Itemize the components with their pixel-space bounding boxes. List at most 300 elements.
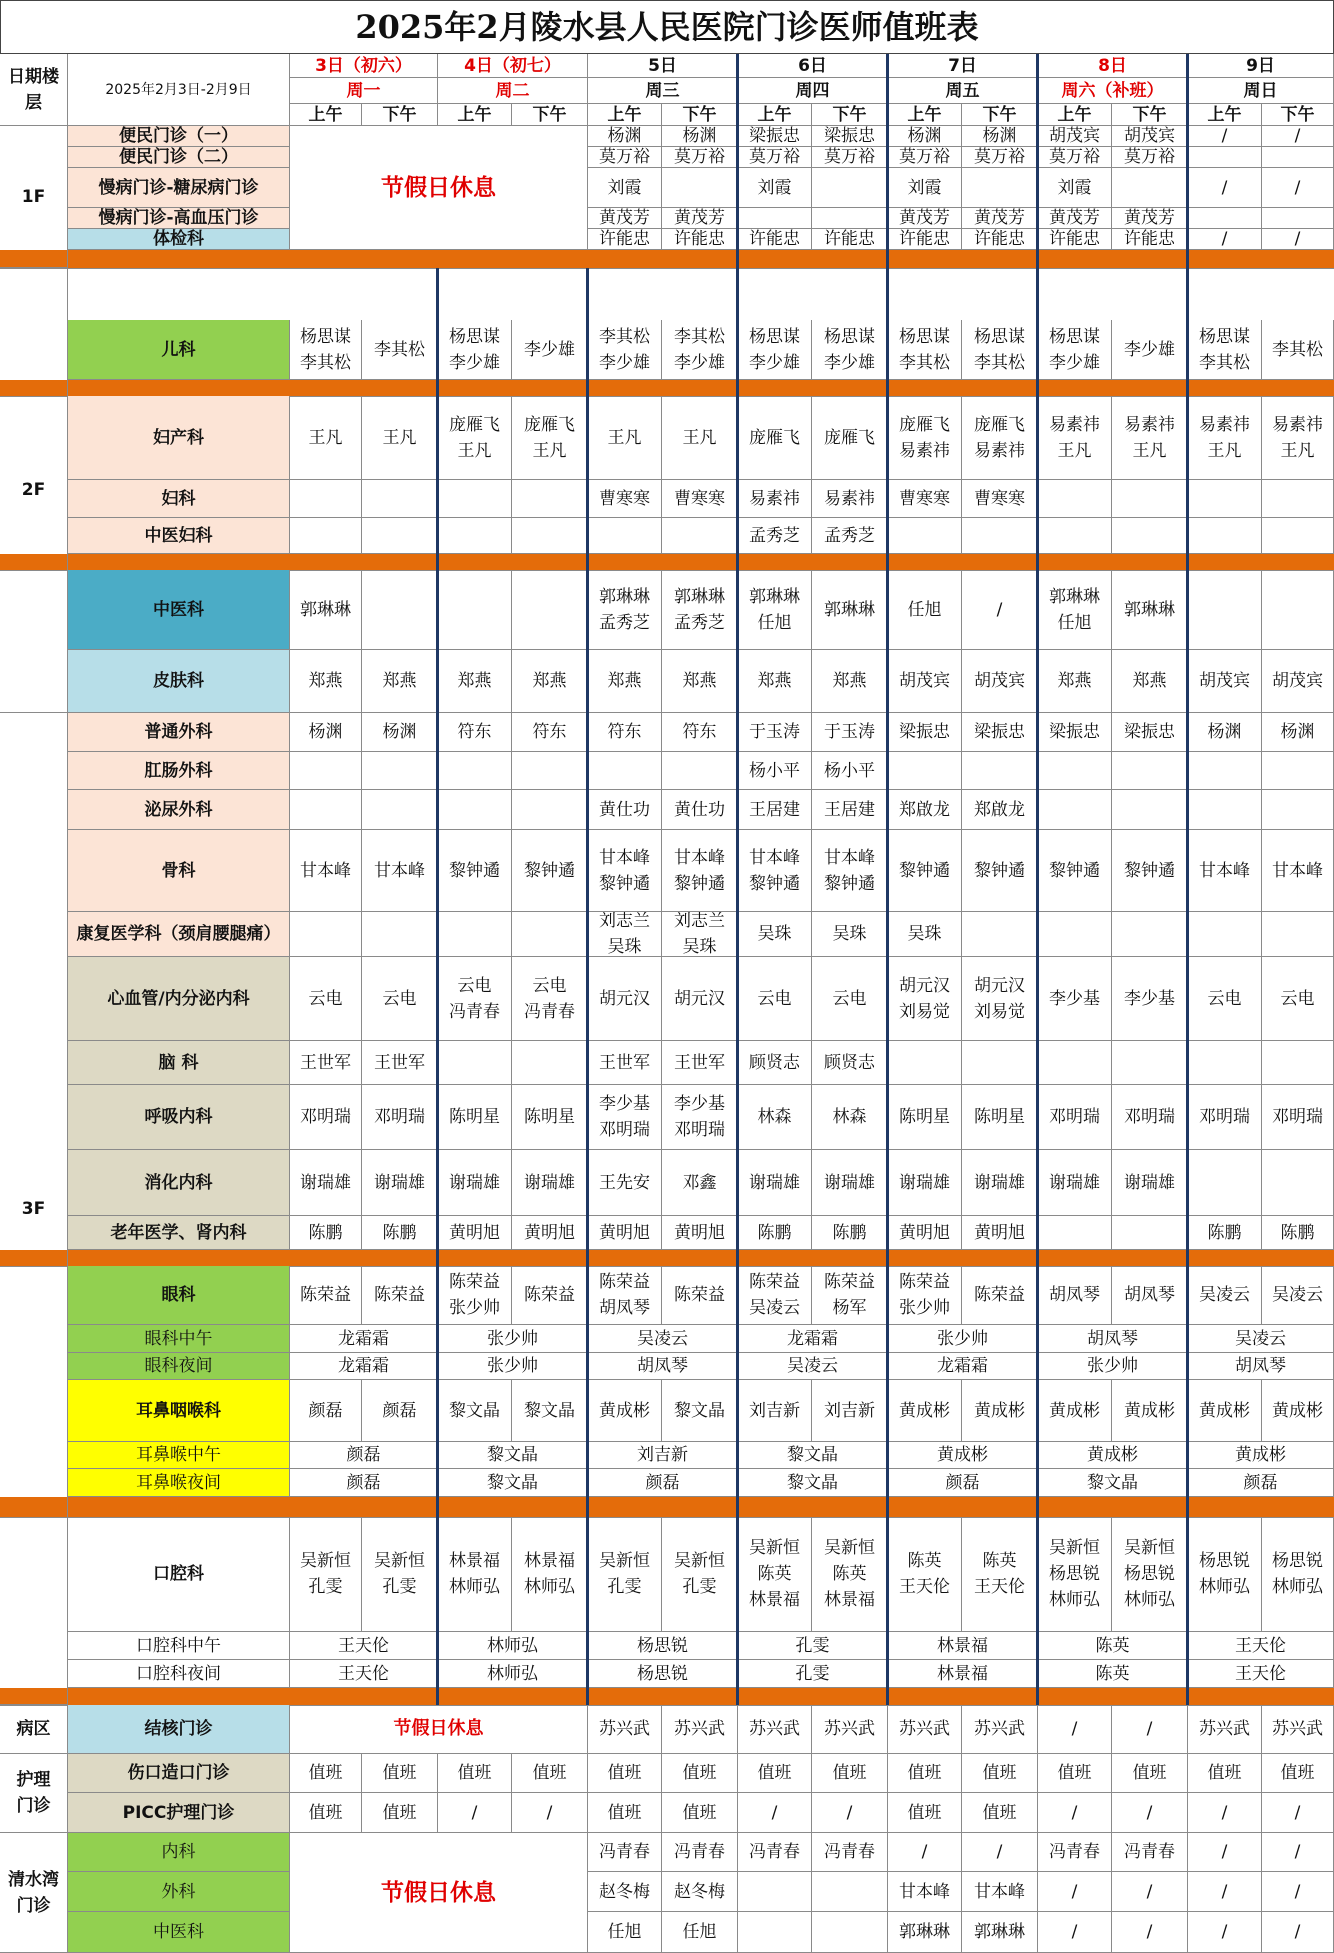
duty-cell: 邓明瑞: [1188, 1085, 1262, 1150]
duty-cell: 杨思谋 李其松: [1188, 320, 1262, 380]
duty-cell: /: [1188, 126, 1262, 147]
duty-cell: /: [1188, 229, 1262, 250]
duty-cell: [888, 752, 962, 790]
duty-cell: 胡茂宾: [1112, 126, 1188, 147]
duty-cell: 孔雯: [738, 1632, 888, 1660]
floor-label-qsw: 清水湾 门诊: [0, 1833, 68, 1953]
duty-cell: 陈英 王天伦: [888, 1517, 962, 1632]
duty-cell: [1188, 1041, 1262, 1085]
duty-cell: /: [512, 1793, 588, 1833]
duty-cell: 甘本峰: [962, 1872, 1038, 1912]
duty-cell: 吴凌云: [1188, 1266, 1262, 1325]
duty-cell: 黎钟遹: [512, 830, 588, 912]
duty-cell: 黎钟遹: [888, 830, 962, 912]
duty-cell: 任旭: [588, 1912, 662, 1953]
duty-cell: 谢瑞雄: [1112, 1150, 1188, 1216]
duty-cell: 陈鹏: [1188, 1216, 1262, 1250]
duty-cell: 林师弘: [438, 1632, 588, 1660]
duty-cell: 黎文晶: [438, 1469, 588, 1497]
duty-cell: 张少帅: [888, 1325, 1038, 1353]
duty-cell: 杨思谋 李其松: [962, 320, 1038, 380]
duty-cell: 值班: [1262, 1754, 1334, 1793]
duty-cell: 甘本峰 黎钟遹: [738, 830, 812, 912]
dept-label: PICC护理门诊: [68, 1793, 290, 1833]
day-divider: [736, 54, 739, 268]
duty-cell: 吴珠: [738, 912, 812, 957]
duty-cell: [1112, 518, 1188, 554]
duty-cell: 梁振忠: [962, 713, 1038, 752]
duty-cell: 易素祎 王凡: [1038, 396, 1112, 480]
duty-cell: 李少基: [1112, 957, 1188, 1041]
duty-cell: 陈荣益 张少帅: [438, 1266, 512, 1325]
duty-cell: /: [1112, 1912, 1188, 1953]
duty-cell: 胡茂宾: [1188, 650, 1262, 713]
day-divider: [886, 54, 889, 268]
duty-cell: 颜磊: [362, 1380, 438, 1442]
dept-label: 眼科夜间: [68, 1353, 290, 1380]
duty-cell: 苏兴武: [738, 1705, 812, 1754]
duty-cell: 王凡: [662, 396, 738, 480]
duty-cell: [438, 518, 512, 554]
duty-cell: 陈明星: [512, 1085, 588, 1150]
dept-label: 眼科中午: [68, 1325, 290, 1353]
duty-cell: [362, 790, 438, 830]
duty-cell: 胡凤琴: [1038, 1266, 1112, 1325]
duty-cell: /: [1038, 1912, 1112, 1953]
duty-cell: 邓鑫: [662, 1150, 738, 1216]
duty-cell: 吴新恒 孔雯: [662, 1517, 738, 1632]
duty-cell: 郭琳琳: [812, 570, 888, 650]
duty-cell: 黄成彬: [888, 1380, 962, 1442]
duty-cell: [1262, 752, 1334, 790]
duty-cell: 黎文晶: [512, 1380, 588, 1442]
duty-cell: 吴新恒 孔雯: [588, 1517, 662, 1632]
floor-label-f1: 1F: [0, 126, 68, 268]
duty-cell: /: [1262, 1872, 1334, 1912]
page-title: 2025年2月陵水县人民医院门诊医师值班表: [0, 0, 1334, 54]
duty-cell: 顾贤志: [738, 1041, 812, 1085]
duty-cell: 陈鹏: [812, 1216, 888, 1250]
duty-cell: 杨渊: [588, 126, 662, 147]
duty-cell: 龙霜霜: [290, 1325, 438, 1353]
day-weekday: 周三: [588, 78, 738, 104]
duty-cell: 符东: [588, 713, 662, 752]
duty-cell: 颜磊: [588, 1469, 738, 1497]
duty-cell: 值班: [1112, 1754, 1188, 1793]
duty-cell: /: [1262, 229, 1334, 250]
duty-cell: 易素祎 王凡: [1262, 396, 1334, 480]
duty-cell: [1188, 752, 1262, 790]
duty-cell: 庞雁飞: [738, 396, 812, 480]
dept-label: 眼科: [68, 1266, 290, 1325]
duty-cell: [438, 752, 512, 790]
duty-cell: 孔雯: [738, 1660, 888, 1688]
day-divider: [1036, 268, 1039, 1705]
duty-cell: 陈英: [1038, 1632, 1188, 1660]
duty-cell: 值班: [290, 1793, 362, 1833]
duty-cell: /: [1112, 1705, 1188, 1754]
duty-cell: 符东: [438, 713, 512, 752]
duty-cell: [1038, 1041, 1112, 1085]
duty-cell: [1188, 912, 1262, 957]
duty-cell: 李其松 李少雄: [662, 320, 738, 380]
duty-cell: 邓明瑞: [290, 1085, 362, 1150]
duty-cell: 谢瑞雄: [812, 1150, 888, 1216]
dept-label: 呼吸内科: [68, 1085, 290, 1150]
duty-cell: 甘本峰: [362, 830, 438, 912]
duty-cell: [1262, 570, 1334, 650]
duty-cell: /: [1262, 126, 1334, 147]
duty-cell: 莫万裕: [888, 147, 962, 168]
dept-label: 耳鼻喉中午: [68, 1442, 290, 1469]
dept-label: 便民门诊（一）: [68, 126, 290, 147]
duty-cell: 苏兴武: [1188, 1705, 1262, 1754]
day-date: 7日: [888, 54, 1038, 78]
day-weekday: 周五: [888, 78, 1038, 104]
am-label: 上午: [888, 104, 962, 126]
duty-cell: 黎文晶: [438, 1442, 588, 1469]
section-separator: [0, 1250, 1334, 1267]
duty-cell: 刘吉新: [812, 1380, 888, 1442]
duty-cell: 王世军: [588, 1041, 662, 1085]
duty-cell: [438, 570, 512, 650]
duty-cell: 易素祎: [812, 480, 888, 518]
am-label: 上午: [738, 104, 812, 126]
duty-cell: 甘本峰: [888, 1872, 962, 1912]
duty-cell: [1112, 480, 1188, 518]
duty-cell: 陈荣益: [290, 1266, 362, 1325]
floor-label-f2: 2F: [0, 268, 68, 713]
duty-cell: 孟秀芝: [738, 518, 812, 554]
day-weekday: 周四: [738, 78, 888, 104]
dept-label: 便民门诊（二）: [68, 147, 290, 168]
am-label: 上午: [1188, 104, 1262, 126]
duty-cell: 郑燕: [438, 650, 512, 713]
duty-cell: 许能忠: [888, 229, 962, 250]
duty-cell: 莫万裕: [588, 147, 662, 168]
duty-cell: 吴凌云: [1188, 1325, 1334, 1353]
day-weekday: 周一: [290, 78, 438, 104]
pm-label: 下午: [512, 104, 588, 126]
floor-label-ward: 病区: [0, 1705, 68, 1754]
duty-cell: 吴新恒 杨思锐 林师弘: [1038, 1517, 1112, 1632]
duty-cell: 值班: [962, 1754, 1038, 1793]
duty-cell: 任旭: [888, 570, 962, 650]
am-label: 上午: [588, 104, 662, 126]
duty-cell: [588, 752, 662, 790]
dept-label: 皮肤科: [68, 650, 290, 713]
duty-cell: 黄茂芳: [662, 208, 738, 229]
day-divider: [1036, 54, 1039, 268]
duty-cell: 杨思谋 李其松: [888, 320, 962, 380]
duty-cell: 庞雁飞 易素祎: [962, 396, 1038, 480]
duty-cell: 谢瑞雄: [438, 1150, 512, 1216]
duty-cell: 陈荣益: [512, 1266, 588, 1325]
dept-label: 消化内科: [68, 1150, 290, 1216]
duty-cell: 杨渊: [962, 126, 1038, 147]
duty-cell: /: [1188, 1793, 1262, 1833]
duty-cell: 郭琳琳: [962, 1912, 1038, 1953]
duty-cell: [1262, 518, 1334, 554]
duty-cell: /: [1038, 1872, 1112, 1912]
duty-cell: 陈荣益 吴凌云: [738, 1266, 812, 1325]
duty-cell: 陈鹏: [1262, 1216, 1334, 1250]
dept-label: 体检科: [68, 229, 290, 250]
dept-label: 结核门诊: [68, 1705, 290, 1754]
duty-cell: 梁振忠: [888, 713, 962, 752]
holiday-note-qsw: 节假日休息: [290, 1833, 588, 1953]
day-weekday: 周日: [1188, 78, 1334, 104]
dept-label: 外科: [68, 1872, 290, 1912]
pm-label: 下午: [362, 104, 438, 126]
duty-cell: 王世军: [290, 1041, 362, 1085]
duty-cell: 刘吉新: [738, 1380, 812, 1442]
duty-cell: /: [1262, 1833, 1334, 1872]
dept-label: 妇产科: [68, 396, 290, 480]
duty-cell: 云电: [1262, 957, 1334, 1041]
holiday-note-tb: 节假日休息: [290, 1705, 588, 1754]
duty-cell: 张少帅: [438, 1325, 588, 1353]
duty-cell: 许能忠: [962, 229, 1038, 250]
duty-cell: [812, 208, 888, 229]
duty-cell: 郑燕: [1038, 650, 1112, 713]
duty-cell: 邓明瑞: [1038, 1085, 1112, 1150]
duty-cell: 云电 冯青春: [512, 957, 588, 1041]
duty-cell: 胡茂宾: [1262, 650, 1334, 713]
duty-cell: 黄成彬: [1262, 1380, 1334, 1442]
duty-cell: 杨渊: [290, 713, 362, 752]
duty-cell: [1038, 518, 1112, 554]
am-label: 上午: [438, 104, 512, 126]
duty-cell: [1262, 480, 1334, 518]
duty-cell: 陈英 王天伦: [962, 1517, 1038, 1632]
duty-cell: 吴新恒 陈英 林景福: [738, 1517, 812, 1632]
duty-cell: [1038, 480, 1112, 518]
duty-cell: 邓明瑞: [362, 1085, 438, 1150]
duty-cell: 杨小平: [738, 752, 812, 790]
duty-cell: 冯青春: [662, 1833, 738, 1872]
duty-cell: [1112, 752, 1188, 790]
dept-label: 中医妇科: [68, 518, 290, 554]
pm-label: 下午: [812, 104, 888, 126]
duty-cell: 黄明旭: [512, 1216, 588, 1250]
duty-cell: 黄茂芳: [1112, 208, 1188, 229]
duty-cell: 胡茂宾: [962, 650, 1038, 713]
duty-cell: [1188, 480, 1262, 518]
duty-cell: 陈明星: [962, 1085, 1038, 1150]
duty-cell: 黎钟遹: [962, 830, 1038, 912]
duty-cell: 吴新恒 孔雯: [290, 1517, 362, 1632]
duty-cell: 刘霞: [1038, 168, 1112, 208]
duty-cell: 郑啟龙: [962, 790, 1038, 830]
dept-label: 中医科: [68, 1912, 290, 1953]
duty-cell: 颜磊: [290, 1442, 438, 1469]
duty-cell: 杨思锐: [588, 1632, 738, 1660]
duty-cell: [962, 752, 1038, 790]
duty-cell: 黄成彬: [1038, 1442, 1188, 1469]
duty-cell: 郑燕: [512, 650, 588, 713]
duty-cell: 吴新恒 孔雯: [362, 1517, 438, 1632]
duty-cell: [1038, 790, 1112, 830]
duty-cell: 许能忠: [812, 229, 888, 250]
duty-cell: 易素祎 王凡: [1188, 396, 1262, 480]
duty-cell: 于玉涛: [812, 713, 888, 752]
duty-cell: 黄明旭: [888, 1216, 962, 1250]
duty-cell: 杨思谋 李少雄: [812, 320, 888, 380]
duty-cell: /: [812, 1793, 888, 1833]
duty-cell: 黄茂芳: [962, 208, 1038, 229]
dept-label: 老年医学、肾内科: [68, 1216, 290, 1250]
duty-cell: [662, 518, 738, 554]
duty-cell: [1188, 518, 1262, 554]
duty-cell: 杨思谋 李其松: [290, 320, 362, 380]
duty-cell: 黎文晶: [738, 1442, 888, 1469]
duty-cell: 王凡: [362, 396, 438, 480]
duty-cell: 谢瑞雄: [888, 1150, 962, 1216]
duty-cell: 黎文晶: [438, 1380, 512, 1442]
floor-label-nursing: 护理 门诊: [0, 1754, 68, 1833]
duty-cell: [512, 518, 588, 554]
duty-cell: 苏兴武: [662, 1705, 738, 1754]
duty-cell: 云电 冯青春: [438, 957, 512, 1041]
duty-cell: 苏兴武: [888, 1705, 962, 1754]
duty-cell: 黄成彬: [888, 1442, 1038, 1469]
duty-cell: 冯青春: [812, 1833, 888, 1872]
duty-cell: 黄明旭: [588, 1216, 662, 1250]
day-date: 6日: [738, 54, 888, 78]
duty-cell: [438, 1041, 512, 1085]
day-divider: [1186, 54, 1189, 268]
duty-cell: 黄茂芳: [1038, 208, 1112, 229]
duty-cell: 郑燕: [1112, 650, 1188, 713]
duty-cell: [512, 1041, 588, 1085]
duty-cell: [588, 518, 662, 554]
duty-cell: 冯青春: [1038, 1833, 1112, 1872]
duty-cell: 郭琳琳: [290, 570, 362, 650]
duty-cell: 值班: [888, 1754, 962, 1793]
duty-cell: 郑燕: [738, 650, 812, 713]
duty-cell: 云电: [362, 957, 438, 1041]
duty-cell: 黄明旭: [438, 1216, 512, 1250]
duty-cell: 值班: [1038, 1754, 1112, 1793]
duty-cell: 吴新恒 陈英 林景福: [812, 1517, 888, 1632]
dept-label: 慢病门诊-高血压门诊: [68, 208, 290, 229]
duty-cell: 杨渊: [888, 126, 962, 147]
duty-cell: 邓明瑞: [1262, 1085, 1334, 1150]
duty-cell: 冯青春: [1112, 1833, 1188, 1872]
day-date: 3日（初六）: [290, 54, 438, 78]
duty-cell: 值班: [888, 1793, 962, 1833]
duty-cell: 值班: [438, 1754, 512, 1793]
duty-cell: 杨思锐: [588, 1660, 738, 1688]
duty-cell: 陈鹏: [290, 1216, 362, 1250]
duty-cell: [962, 168, 1038, 208]
duty-cell: 莫万裕: [962, 147, 1038, 168]
duty-cell: 吴新恒 杨思锐 林师弘: [1112, 1517, 1188, 1632]
duty-cell: 刘霞: [588, 168, 662, 208]
duty-cell: [1038, 1216, 1112, 1250]
duty-cell: 林师弘: [438, 1660, 588, 1688]
day-divider: [886, 268, 889, 1705]
duty-cell: 李少基 邓明瑞: [662, 1085, 738, 1150]
duty-cell: /: [1188, 1833, 1262, 1872]
duty-cell: 庞雁飞 王凡: [512, 396, 588, 480]
duty-cell: [362, 480, 438, 518]
duty-cell: 龙霜霜: [290, 1353, 438, 1380]
day-weekday: 周二: [438, 78, 588, 104]
duty-cell: 黎钟遹: [1112, 830, 1188, 912]
duty-cell: [290, 790, 362, 830]
duty-cell: 郭琳琳 任旭: [738, 570, 812, 650]
duty-cell: [1262, 790, 1334, 830]
duty-cell: [290, 912, 362, 957]
duty-cell: [512, 480, 588, 518]
duty-cell: [512, 790, 588, 830]
duty-cell: 陈荣益 胡凤琴: [588, 1266, 662, 1325]
dept-label: 口腔科中午: [68, 1632, 290, 1660]
duty-cell: 苏兴武: [1262, 1705, 1334, 1754]
duty-cell: 刘霞: [738, 168, 812, 208]
duty-cell: 张少帅: [438, 1353, 588, 1380]
duty-cell: 陈荣益: [962, 1266, 1038, 1325]
duty-cell: [1262, 1150, 1334, 1216]
duty-cell: 陈鹏: [738, 1216, 812, 1250]
duty-cell: 许能忠: [1038, 229, 1112, 250]
duty-cell: /: [1188, 168, 1262, 208]
duty-cell: 郑燕: [588, 650, 662, 713]
duty-cell: [888, 518, 962, 554]
duty-cell: 苏兴武: [812, 1705, 888, 1754]
date-floor-label: 日期楼层: [0, 54, 68, 126]
duty-cell: [362, 518, 438, 554]
duty-cell: 杨思锐 林师弘: [1188, 1517, 1262, 1632]
duty-cell: 陈荣益: [362, 1266, 438, 1325]
duty-cell: 王世军: [362, 1041, 438, 1085]
duty-cell: 郑燕: [290, 650, 362, 713]
duty-cell: [1188, 208, 1262, 229]
dept-label: 康复医学科（颈肩腰腿痛）: [68, 912, 290, 957]
duty-cell: 李其松 李少雄: [588, 320, 662, 380]
duty-cell: [290, 518, 362, 554]
duty-cell: 杨渊: [1188, 713, 1262, 752]
duty-cell: 黄仕功: [588, 790, 662, 830]
day-divider: [736, 268, 739, 1705]
duty-cell: [290, 752, 362, 790]
duty-cell: 梁振忠: [1112, 713, 1188, 752]
floor-label-f3: 3F: [0, 713, 68, 1705]
duty-cell: 胡凤琴: [588, 1353, 738, 1380]
duty-cell: 王先安: [588, 1150, 662, 1216]
duty-cell: /: [1262, 168, 1334, 208]
duty-cell: [962, 518, 1038, 554]
dept-label: 儿科: [68, 320, 290, 380]
duty-cell: [1262, 208, 1334, 229]
section-separator: [0, 250, 1334, 269]
duty-cell: /: [962, 570, 1038, 650]
duty-cell: 易素祎 王凡: [1112, 396, 1188, 480]
duty-cell: [362, 912, 438, 957]
section-separator: [0, 380, 1334, 397]
duty-cell: 刘志兰 吴珠: [588, 912, 662, 957]
duty-cell: 值班: [1188, 1754, 1262, 1793]
duty-cell: 黄成彬: [1038, 1380, 1112, 1442]
duty-cell: [1112, 912, 1188, 957]
duty-cell: 胡元汉 刘易觉: [888, 957, 962, 1041]
day-divider: [586, 268, 589, 1705]
duty-cell: [512, 752, 588, 790]
duty-cell: 陈明星: [438, 1085, 512, 1150]
duty-cell: 曹寒寒: [888, 480, 962, 518]
